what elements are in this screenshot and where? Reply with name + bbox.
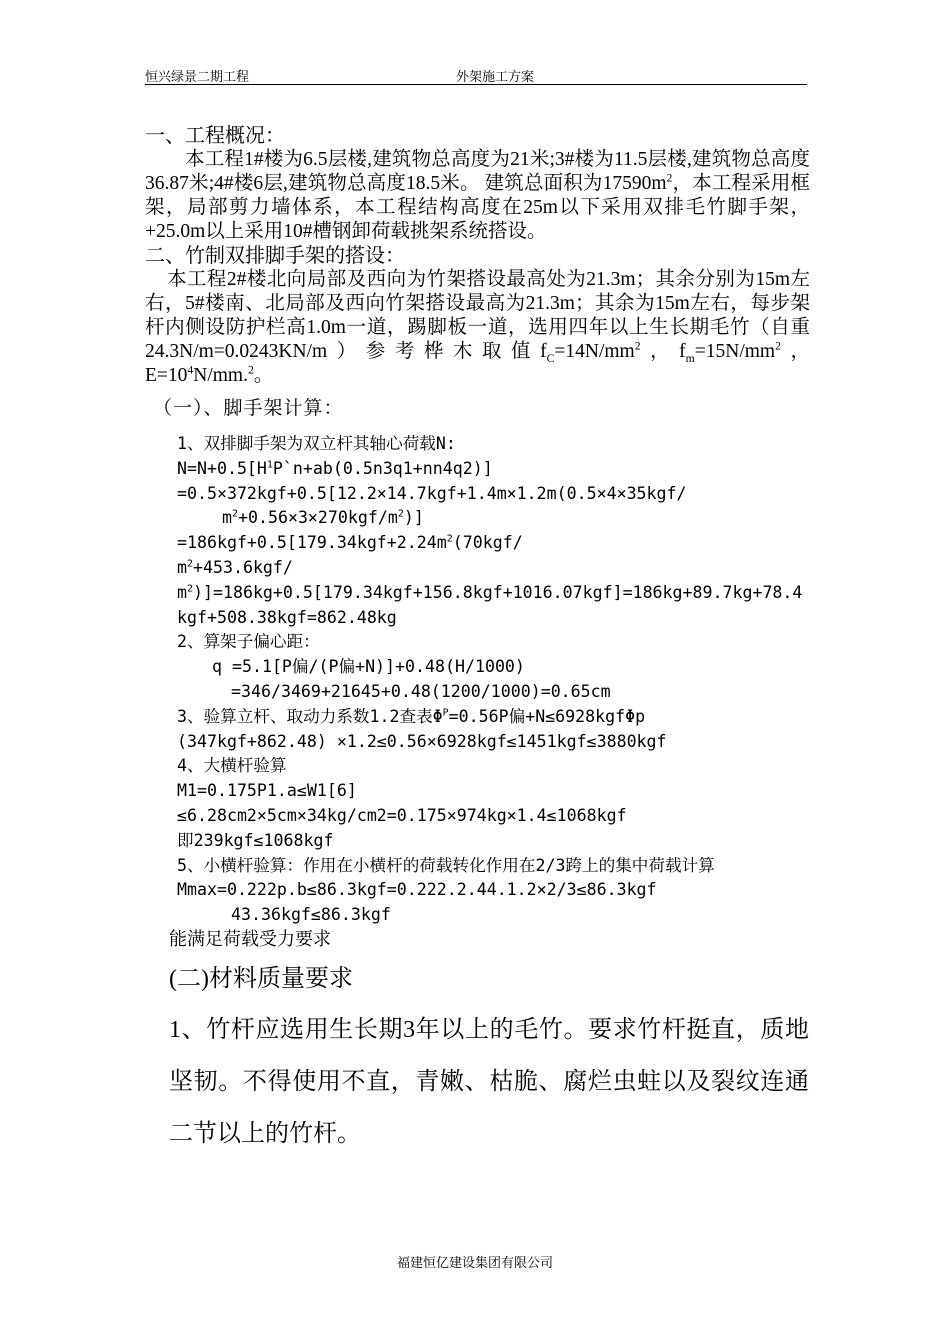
section-2-end: 。 xyxy=(253,365,274,386)
header-project-name: 恒兴绿景二期工程 xyxy=(145,70,250,85)
calc-line-7-b: )]=186kg+0.5[179.34kgf+156.8kgf+1016.07kgf]=186kg+89.7kg+78.4kgf+508.38kgf=862.48kg xyxy=(177,582,803,627)
section-1-title: 一、工程概况： xyxy=(145,125,285,147)
calc-line-5-b: (70kgf/ xyxy=(452,533,523,553)
calc-line-15: ≤6.28cm2×5cm×34kg/cm2=0.175×974kg×1.4≤1068kgf xyxy=(177,805,627,825)
calc-line-2-b: P`n+ab(0.5n3q1+nn4q2)] xyxy=(272,458,493,478)
calc-line-9: q =5.1[P偏/(P偏+N)]+0.48(H/1000) xyxy=(212,657,525,677)
calc-line-17: 5、小横杆验算：作用在小横杆的荷载转化作用在2/3跨上的集中荷载计算 xyxy=(177,855,715,875)
calc-line-7-a: m xyxy=(177,582,187,602)
e-separator: ，E=10 xyxy=(145,341,810,386)
fc-unit-superscript: 2 xyxy=(634,339,641,353)
calc-line-7 xyxy=(145,581,810,631)
e-unit-superscript: 2 xyxy=(247,363,254,377)
calc-line-11-a: 3、验算立杆、取动力系数1.2查表Φ xyxy=(177,706,443,726)
area-superscript: 2 xyxy=(666,171,673,185)
header-document-title: 外架施工方案 xyxy=(456,70,535,85)
fm-value: =15N/mm xyxy=(694,341,776,362)
calc-line-14: M1=0.175P1.a≤W1[6] xyxy=(177,781,357,801)
calc-line-6-a: m xyxy=(177,557,187,577)
calc-line-2-a: N=N+0.5[H xyxy=(177,458,267,478)
fc-subscript: C xyxy=(546,351,555,365)
calc-line-1: 1、双排脚手架为双立杆其轴心荷载N: xyxy=(177,434,456,453)
calc-line-8: 2、算架子偏心距： xyxy=(177,632,320,652)
e-exponent: 4 xyxy=(187,363,194,377)
fc-value: =14N/mm xyxy=(554,341,635,362)
header-divider xyxy=(145,84,807,85)
calc-line-16: 即239kgf≤1068kgf xyxy=(177,830,334,850)
calc-line-6-sup: 2 xyxy=(187,558,193,570)
calc-line-3: =0.5×372kgf+0.5[12.2×14.7kgf+1.4m×1.2m(0.5×4×35kgf/ xyxy=(177,483,687,503)
section-2-text: 本工程2#楼北向局部及西向为竹架搭设最高处为21.3m；其余分别为15m左右，5#楼南、北局部及西向竹架搭设最高为21.3m；其余为15m左右，每步架杆内侧设防护栏高1.0m一道，踢脚板一道，选用四年以上生长期毛竹（自重24.3N/m=0.0243KN/m）参考桦木取值f xyxy=(145,269,810,362)
section-1-text-a: 本工程1#楼为6.5层楼,建筑物总高度为21米;3#楼为11.5层楼,建筑物总高度36.87米;4#楼6层,建筑物总高度18.5米。 建筑总面积为17590m xyxy=(145,149,810,194)
calc-line-4-sup2: 2 xyxy=(397,508,404,520)
calc-line-2-sup: 1 xyxy=(266,459,273,471)
material-paragraph: 1、竹杆应选用生长期3年以上的毛竹。要求竹杆挺直，质地坚韧。不得使用不直，青嫩、枯脆、腐烂虫蛀以及裂纹连通二节以上的竹杆。 xyxy=(169,1016,809,1147)
section-1-paragraph xyxy=(145,148,810,244)
calc-line-2 xyxy=(145,457,810,482)
calc-line-7-sup: 2 xyxy=(187,583,193,595)
calc-line-11-b: =0.56P偏+N≤6928kgfΦp xyxy=(448,706,646,726)
calc-line-4-c: )] xyxy=(403,508,424,528)
calc-line-11 xyxy=(145,705,810,730)
fm-separator: ，f xyxy=(640,341,686,362)
calc-line-6-b: +453.6kgf/ xyxy=(193,557,293,577)
calc-line-11-sup: P xyxy=(442,707,449,719)
calc-line-19: 43.36kgf≤86.3kgf xyxy=(231,905,391,925)
document-body xyxy=(145,124,810,1160)
fm-unit-superscript: 2 xyxy=(775,339,781,353)
calc-line-5-a: =186kgf+0.5[179.34kgf+2.24m xyxy=(177,533,447,553)
calc-section-title: （一）、脚手架计算： xyxy=(153,398,344,419)
calc-line-13: 4、大横杆验算 xyxy=(177,756,287,776)
calc-line-6 xyxy=(145,556,810,581)
calc-line-5-sup: 2 xyxy=(446,533,453,545)
calc-line-4-sup: 2 xyxy=(232,508,238,520)
calc-line-4-b: +0.56×3×270kgf/m xyxy=(238,508,398,528)
section-2-title: 二、竹制双排脚手架的搭设： xyxy=(145,245,405,267)
material-section-title: (二)材料质量要求 xyxy=(169,965,353,992)
e-value: N/mm. xyxy=(193,365,248,386)
calc-line-4 xyxy=(145,506,810,531)
calc-line-18: Mmax=0.222p.b≤86.3kgf=0.222.2.44.1.2×2/3≤86.3kgf xyxy=(177,880,657,900)
page-header xyxy=(145,64,807,86)
page-footer: 福建恒亿建设集团有限公司 xyxy=(396,1256,553,1271)
calc-line-4-a: m xyxy=(222,508,232,528)
calc-line-5 xyxy=(145,531,810,556)
section-2-paragraph xyxy=(145,268,810,388)
section-1-text-b: ，本工程采用框架，局部剪力墙体系，本工程结构高度在25m以下采用双排毛竹脚手架，+25.0m以上采用10#槽钢卸荷载挑架系统搭设。 xyxy=(145,173,810,242)
fm-subscript: m xyxy=(685,351,695,365)
calc-conclusion: 能满足荷载受力要求 xyxy=(169,928,331,950)
calc-line-12: (347kgf+862.48) ×1.2≤0.56×6928kgf≤1451kgf≤3880kgf xyxy=(177,731,667,751)
calc-line-10: =346/3469+21645+0.48(1200/1000)=0.65cm xyxy=(231,681,611,701)
